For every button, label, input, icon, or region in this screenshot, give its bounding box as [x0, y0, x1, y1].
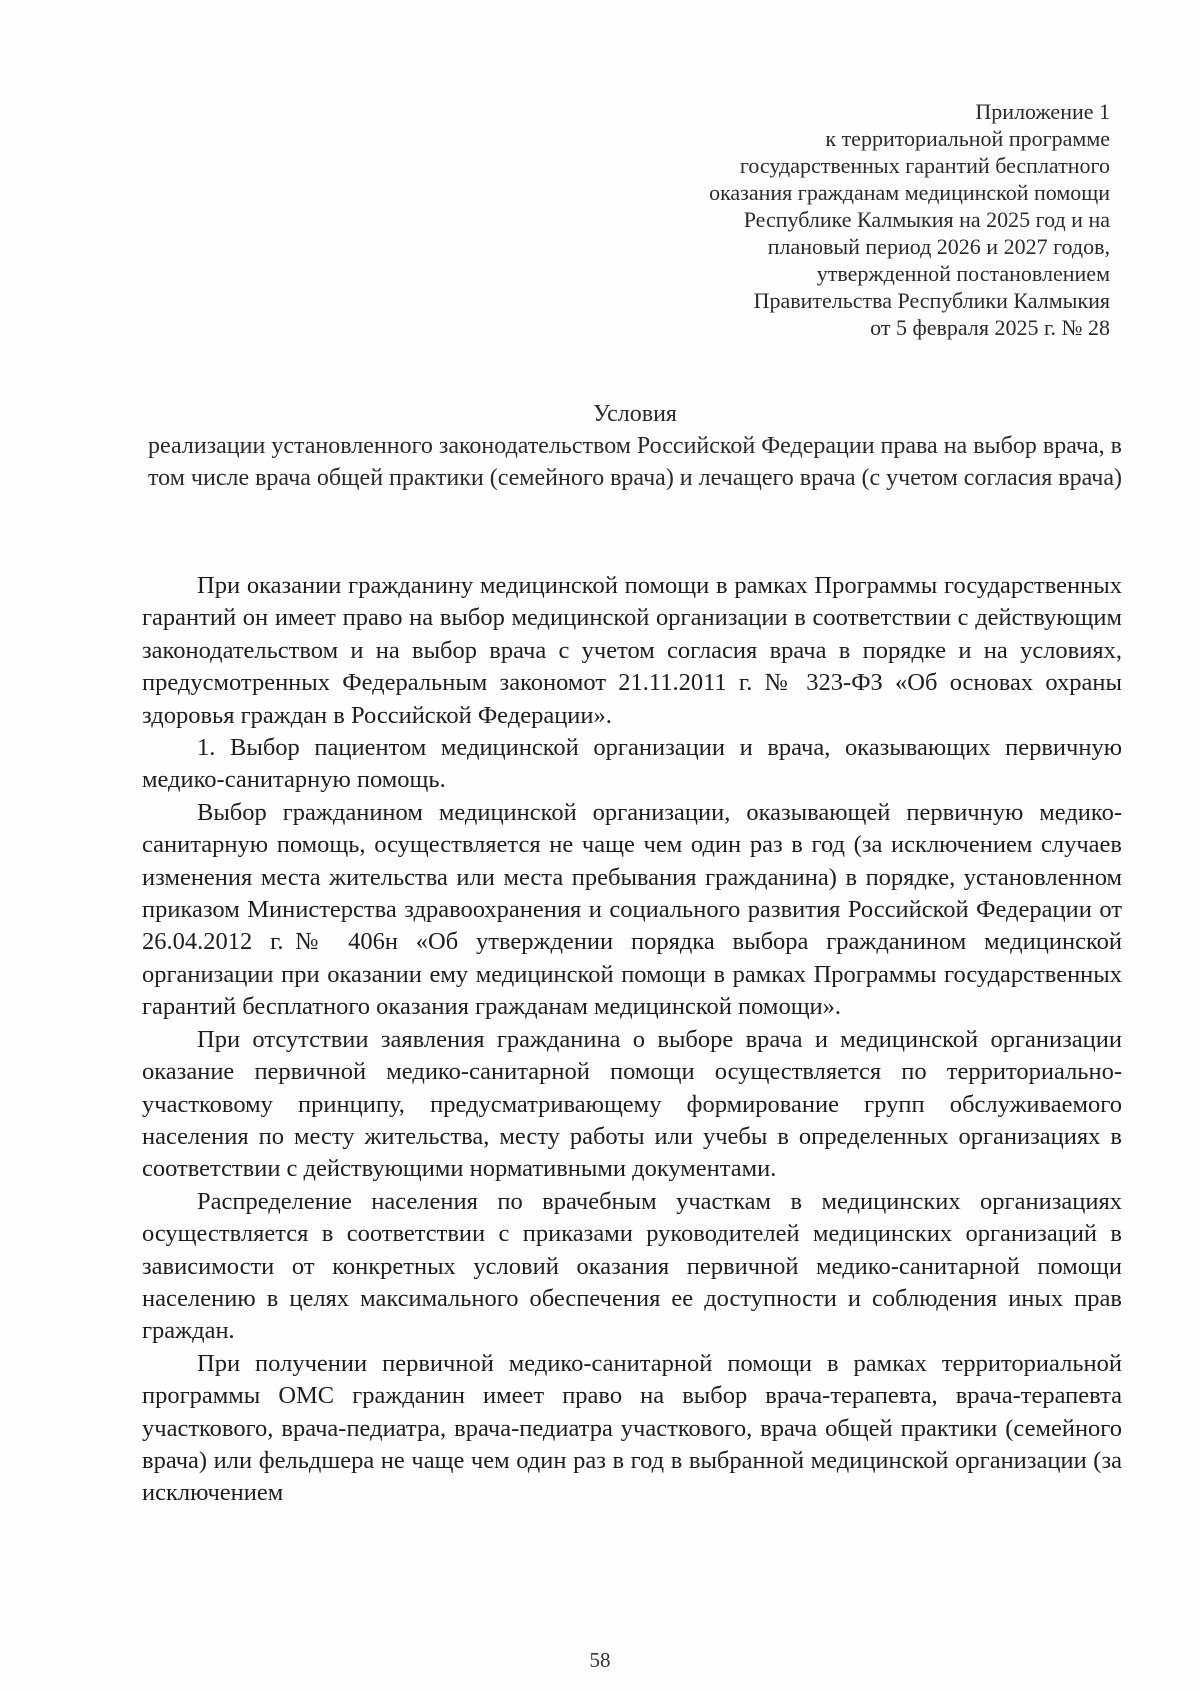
header-line: Приложение 1: [975, 99, 1110, 124]
header-line: Правительства Республики Калмыкия: [753, 288, 1110, 313]
header-line: от 5 февраля 2025 г. № 28: [870, 315, 1110, 340]
header-line: к территориальной программе: [825, 126, 1110, 151]
header-line: оказания гражданам медицинской помощи: [709, 180, 1110, 205]
approval-header: [550, 98, 1110, 341]
header-line: плановый период 2026 и 2027 годов,: [767, 234, 1110, 259]
paragraph: При получении первичной медико-санитарной помощи в рамках территориальной программы ОМС гражданин имеет право на выбор врача-терапевта, врача-терапевта участкового, врача-педиатра, врача-педиатра участкового, врача общей практики (семейного врача) или фельдшера не чаще чем один раз в год в выбранной медицинской организации (за исключением: [142, 1349, 1122, 1507]
paragraph: При отсутствии заявления гражданина о выборе врача и медицинской организации оказание первичной медико-санитарной помощи осуществляется по территориально-участковому принципу, предусматривающему формирование групп обслуживаемого населения по месту жительства, месту работы или учебы в определенных организациях в соответствии с действующими нормативными документами.: [142, 1025, 1122, 1183]
paragraph: При оказании гражданину медицинской помощи в рамках Программы государственных гарантий он имеет право на выбор медицинской организации в соответствии с действующим законодательством и на выбор врача с учетом согласия врача в порядке и на условиях, предусмотренных Федеральным закономот 21.11.2011 г. № 323-ФЗ «Об основах охраны здоровья граждан в Российской Федерации».: [142, 572, 1122, 729]
document-body: [142, 570, 1122, 1510]
title-subheading: реализации установленного законодательством Российской Федерации права на выбор врача, в том числе врача общей практики (семейного врача) и лечащего врача (с учетом согласия врача): [148, 433, 1122, 491]
page-number: 58: [589, 1648, 611, 1672]
paragraph: Выбор гражданином медицинской организации, оказывающей первичную медико-санитарную помощь, осуществляется не чаще чем один раз в год (за исключением случаев изменения места жительства или места пребывания гражданина) в порядке, установленном приказом Министерства здравоохранения и социального развития Российской Федерации от 26.04.2012 г.№ 406н «Об утверждении порядка выбора гражданином медицинской организации при оказании ему медицинской помощи в рамках Программы государственных гарантий бесплатного оказания гражданам медицинской помощи».: [142, 798, 1122, 1021]
header-line: Республике Калмыкия на 2025 год и на: [743, 207, 1110, 232]
title-heading: Условия: [593, 401, 677, 427]
header-line: утвержденной постановлением: [816, 261, 1110, 286]
paragraph: Распределение населения по врачебным участкам в медицинских организациях осуществляется в соответствии с приказами руководителей медицинских организаций в зависимости от конкретных условий оказания первичной медико-санитарной помощи населению в целях максимального обеспечения ее доступности и соблюдения иных прав граждан.: [142, 1187, 1122, 1345]
header-line: государственных гарантий бесплатного: [739, 153, 1110, 178]
document-title: [140, 398, 1130, 494]
paragraph: 1. Выбор пациентом медицинской организации и врача, оказывающих первичную медико-санитарную помощь.: [142, 734, 1122, 794]
